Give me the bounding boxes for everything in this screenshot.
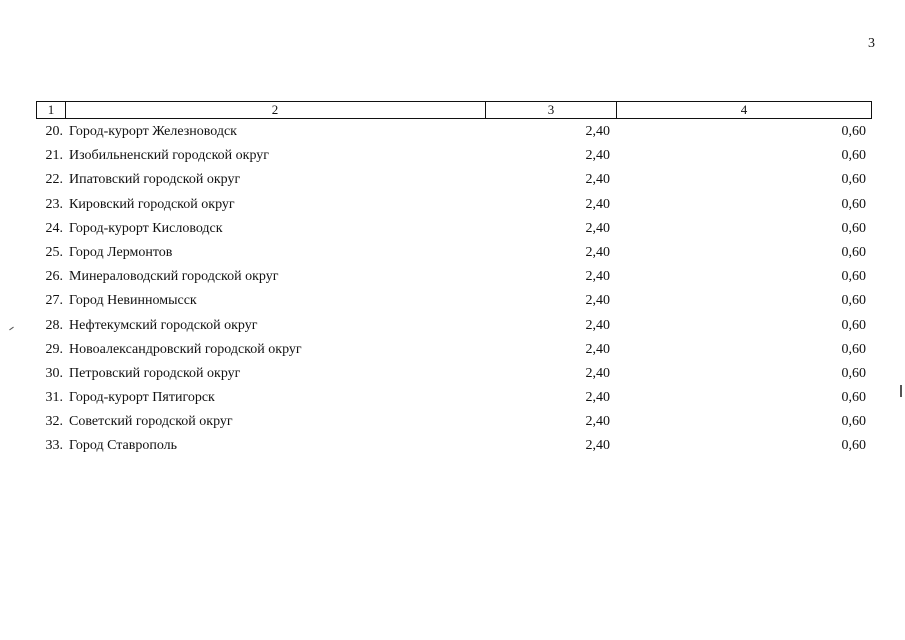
table-row <box>36 193 872 217</box>
table-row <box>36 120 872 144</box>
column-3-value: 2,40 <box>585 172 610 188</box>
column-4-value: 0,60 <box>841 293 866 309</box>
row-number: 32. <box>45 414 63 430</box>
row-number: 29. <box>45 341 63 357</box>
column-4-value: 0,60 <box>841 244 866 260</box>
table-header-row <box>36 101 872 119</box>
row-number: 33. <box>45 438 63 454</box>
municipality-name: Город Невинномысск <box>69 293 197 309</box>
municipality-name: Город-курорт Железноводск <box>69 124 237 139</box>
table-row <box>36 386 872 410</box>
column-3-value: 2,40 <box>585 269 610 285</box>
column-3-value: 2,40 <box>585 196 610 212</box>
column-3-value: 2,40 <box>585 390 610 406</box>
column-4-value: 0,60 <box>841 196 866 212</box>
row-number: 27. <box>45 293 63 309</box>
column-3-value: 2,40 <box>585 293 610 309</box>
table-row <box>36 265 872 289</box>
column-3-value: 2,40 <box>585 414 610 430</box>
header-cell-3: 3 <box>486 102 617 118</box>
table-row <box>36 410 872 434</box>
table-row <box>36 314 872 338</box>
table-row <box>36 241 872 265</box>
column-4-value: 0,60 <box>841 317 866 333</box>
column-3-value: 2,40 <box>585 438 610 454</box>
row-number: 28. <box>45 317 63 333</box>
column-3-value: 2,40 <box>585 148 610 164</box>
row-number: 25. <box>45 244 63 260</box>
municipality-name: Изобильненский городской округ <box>69 148 270 164</box>
table-row <box>36 289 872 313</box>
municipality-name: Новоалександровский городской округ <box>69 341 302 357</box>
column-3-value: 2,40 <box>585 124 610 139</box>
municipality-name: Советский городской округ <box>69 414 233 430</box>
column-3-value: 2,40 <box>585 220 610 236</box>
column-4-value: 0,60 <box>841 414 866 430</box>
column-3-value: 2,40 <box>585 341 610 357</box>
municipality-name: Петровский городской округ <box>69 365 241 381</box>
column-4-value: 0,60 <box>841 341 866 357</box>
table-row <box>36 338 872 362</box>
row-number: 22. <box>45 172 63 188</box>
column-4-value: 0,60 <box>841 148 866 164</box>
row-number: 20. <box>45 124 63 139</box>
scan-mark-right <box>900 385 902 397</box>
page-number: 3 <box>868 36 875 51</box>
header-cell-2: 2 <box>65 102 486 118</box>
column-3-value: 2,40 <box>585 244 610 260</box>
header-cell-1: 1 <box>37 102 66 118</box>
table-row <box>36 434 872 458</box>
municipality-name: Нефтекумский городской округ <box>69 317 258 333</box>
row-number: 31. <box>45 390 63 406</box>
column-4-value: 0,60 <box>841 365 866 381</box>
column-3-value: 2,40 <box>585 365 610 381</box>
table-row <box>36 168 872 192</box>
column-4-value: 0,60 <box>841 438 866 454</box>
column-4-value: 0,60 <box>841 390 866 406</box>
municipality-name: Кировский городской округ <box>69 196 235 212</box>
table-body <box>36 120 872 459</box>
table-row <box>36 217 872 241</box>
column-4-value: 0,60 <box>841 269 866 285</box>
row-number: 30. <box>45 365 63 381</box>
scan-mark-left <box>9 327 14 331</box>
row-number: 24. <box>45 220 63 236</box>
row-number: 21. <box>45 148 63 164</box>
column-4-value: 0,60 <box>841 220 866 236</box>
table-row <box>36 362 872 386</box>
row-number: 23. <box>45 196 63 212</box>
municipality-name: Город Лермонтов <box>69 244 173 260</box>
municipality-name: Ипатовский городской округ <box>69 172 241 188</box>
column-4-value: 0,60 <box>841 172 866 188</box>
column-3-value: 2,40 <box>585 317 610 333</box>
table-row <box>36 144 872 168</box>
row-number: 26. <box>45 269 63 285</box>
municipality-name: Город Ставрополь <box>69 438 178 454</box>
municipality-name: Город-курорт Пятигорск <box>69 390 215 406</box>
header-cell-4: 4 <box>740 102 748 117</box>
municipality-name: Минераловодский городской округ <box>69 269 279 285</box>
column-4-value: 0,60 <box>841 124 866 139</box>
municipality-name: Город-курорт Кисловодск <box>69 220 223 236</box>
